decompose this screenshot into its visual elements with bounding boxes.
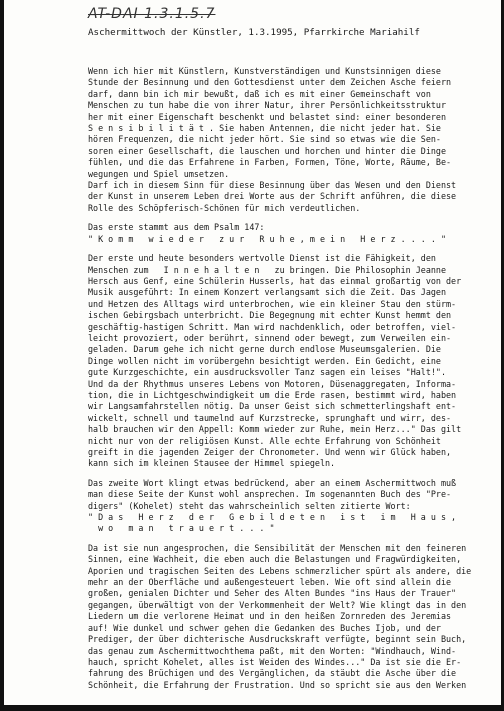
paragraph-sensibility: Da ist sie nun angesprochen, die Sensibilität der Menschen mit den feineren Sinnen, eine Wachheit, die eben auch die Belastungen und Fragwürdigkeiten, Aporien und tragischen Seiten des Lebens schmerzlicher spürt als andere, die mehr an der Oberfläche und außengesteuert leben. Wie oft sind allein die großen, genialen Dichter und Seher des Alten Bundes "ins Haus der Trauer" gegangen, überwältigt von der Verkommenheit der Welt? Wie klingt das in den Liedern um die verlorene Heimat und in den heißen Zornreden des Jeremias auf! Wie dunkel und schwer gehen die Gedanken des Buches Ijob, und der Prediger, der über dichterische Ausdruckskraft verfügte, beginnt sein Buch, das genau zum Aschermittwochthema paßt, mit den Worten: "Windhauch, Wind- hauch, spricht Kohelet, alles ist Weiden des Windes..." Da ist sie die Er- fahrung des Brüchigen und des Vergänglichen, da stäubt die Asche über die Schönheit, die Erfahrung der Frustration. Und so spricht sie aus den Werken (88, 542, 472, 690)
document-header: Aschermittwoch der Künstler, 1.3.1995, Pfarrkirche Mariahilf (88, 27, 420, 38)
quote-kohelet: " D a s H e r z d e r G e b i l d e t e n i s t i m H a u s , w o m a n t r a u e r t . . . " (88, 512, 457, 534)
quote-psalm: " K o m m w i e d e r z u r R u h e , m e i n H e r z . . . . " (88, 233, 446, 244)
paragraph-second-word: Das zweite Wort klingt etwas bedrückend, aber an einem Aschermittwoch muß man diese Seite der Kunst wohl ansprechen. Im sogenannten Buch des "Pre- digers" (Kohelet) steht das wahrscheinlich selten zitierte Wort: (88, 477, 457, 511)
paragraph-first-service: Der erste und heute besonders wertvolle Dienst ist die Fähigkeit, den Menschen zum I n n e h a l t e n zu bringen. Die Philosophin Jeanne Hersch aus Genf, eine Schülerin Husserls, hat das einmal großartig von der Musik ausgeführt: In einem Konzert verlangsamt sich die Zeit. Das Jagen und Hetzen des Alltags wird unterbrochen, wie ein kleiner Stau den stürm- ischen Gebirgsbach unterbricht. Die Begegnung mit echter Kunst hemmt den geschäftig-hastigen Schritt. Man wird nachdenklich, oder betroffen, viel- leicht provoziert, oder berührt, sinnend oder bewegt, zum Verweilen ein- geladen. Darum gehe ich nicht gerne durch endlose Museumsgalerien. Die Dinge wollen nicht im vorübergehn besichtigt werden. Ein Gedicht, eine gute Kurzgeschichte, ein ausdrucksvoller Tanz sagen ein leises "Halt!". Und da der Rhythmus unseres Lebens von Motoren, Düsenaggregaten, Informa- tion, die in Lichtgeschwindigkeit um die Erde rasen, bestimmt wird, haben wir Langsamfahrstellen nötig. Da unser Geist sich schmetterlingshaft ent- wickelt, schnell und taumelnd auf Kurzstrecke, sprunghaft und wirr, des- halb brauchen wir den Appell: Komm wieder zur Ruhe, mein Herz..." Das gilt nicht nur von der religiösen Kunst. Alle echte Erfahrung von Schönheit greift in die jagenden Zeiger der Chronometer. Und wenn wir Glück haben, kann sich im kleinen Stausee der Himmel spiegeln. (88, 253, 462, 469)
document-body (88, 66, 472, 691)
scan-border-bottom (0, 705, 504, 711)
archive-stamp: AT-DAI 1.3.1.5.7 (88, 6, 216, 22)
paragraph-psalm-intro: Das erste stammt aus dem Psalm 147: (88, 222, 265, 233)
paragraph-intro: Wenn ich hier mit Künstlern, Kunstverständigen und Kunstsinnigen diese Stunde der Besinnung und den Gottesdienst unter dem Zeichen Asche feiern darf, dann bin ich mir bewußt, daß ich es mit einer Gemeinschaft von Menschen zu tun habe die von ihrer Natur, ihrer Persönlichkeitsstruktur her mit einer Eigenschaft beschenkt und belastet sind: einer besonderen S e n s i b i l i t ä t . Sie haben Antennen, die nicht jeder hat. Sie hören Frequenzen, die nicht jeder hört. Sie sind so etwas wie die Sen- soren einer Gesellschaft, die lauschen und horchen und hinter die Dinge fühlen, und die das Erfahrene in Farben, Formen, Töne, Worte, Räume, Be- wegungen und Spiel umsetzen. Darf ich in diesem Sinn für diese Besinnung über das Wesen und den Dienst der Kunst in unserem Leben drei Worte aus der Schrift anführen, die diese Rolle des Schöpferisch-Schönen für mich verdeutlichen. (88, 66, 457, 213)
scan-border-left (0, 0, 4, 711)
